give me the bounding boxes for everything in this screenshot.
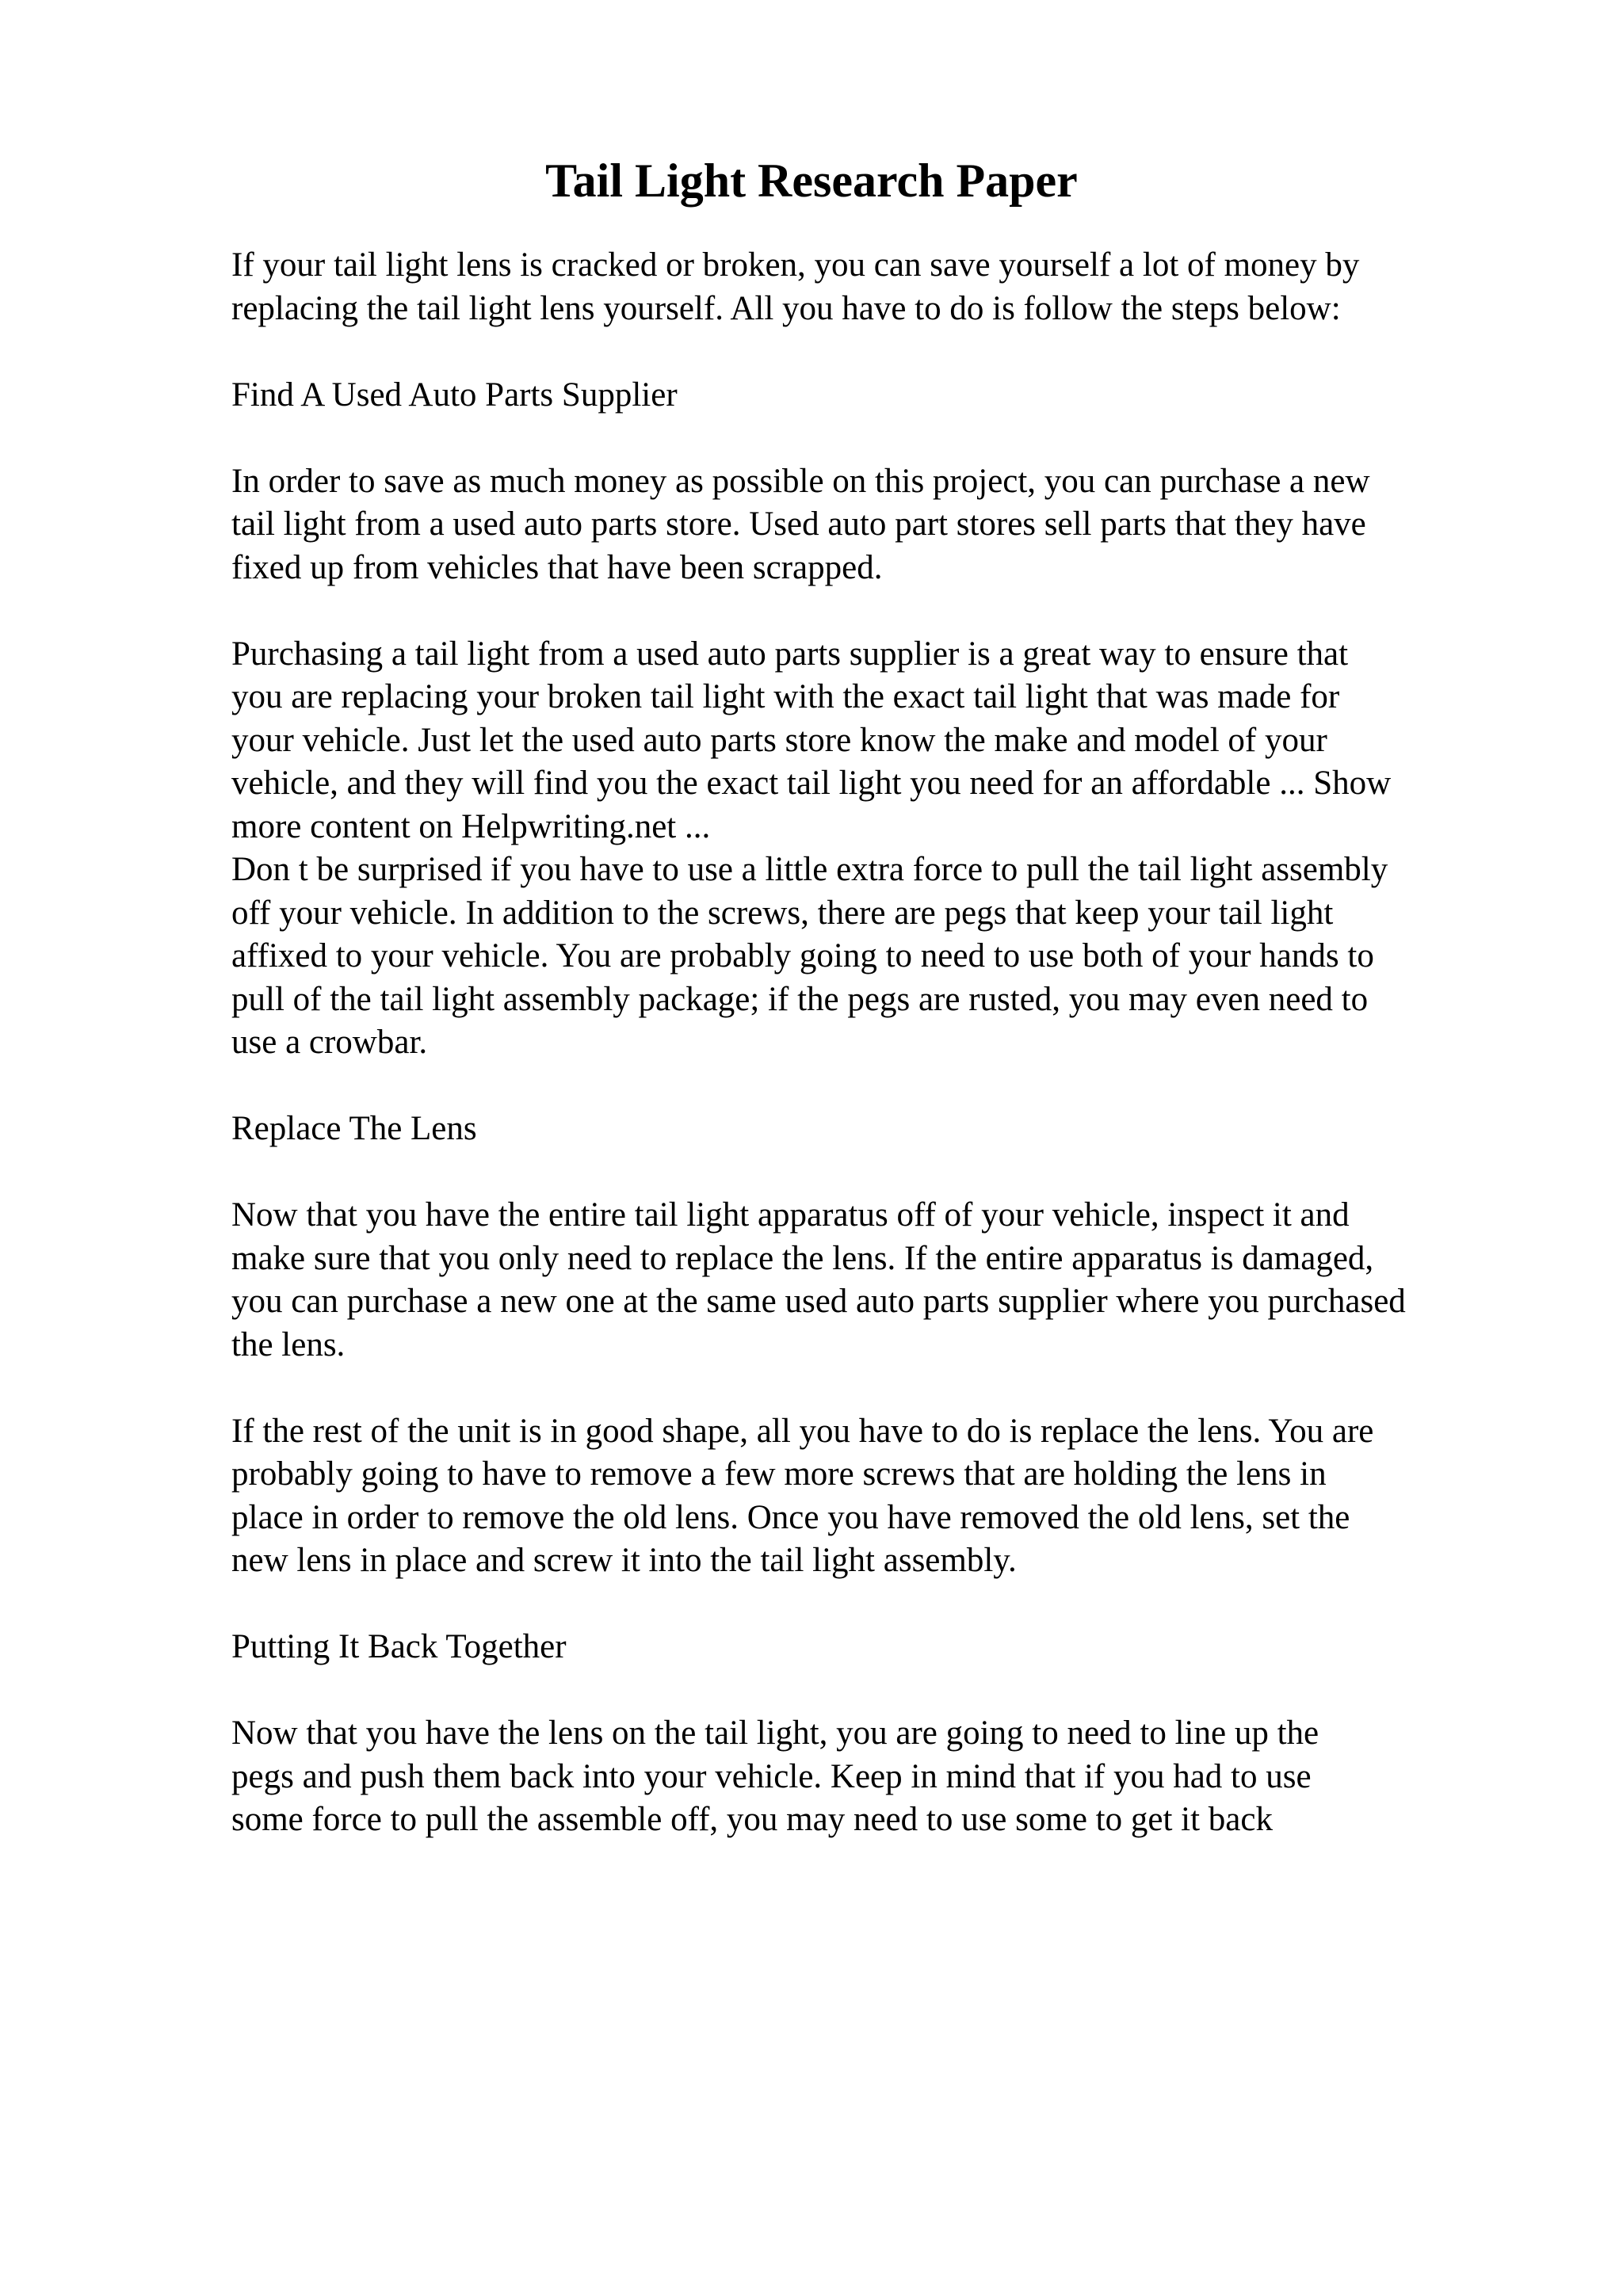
paragraph-line: vehicle, and they will find you the exact tail light you need for an affordable ... Show xyxy=(231,765,1392,802)
heading-line: Replace The Lens xyxy=(231,1110,477,1147)
paragraph-line: affixed to your vehicle. You are probably going to need to use both of your hands to xyxy=(231,937,1374,974)
paragraph-line: In order to save as much money as possible on this project, you can purchase a new xyxy=(231,462,1370,500)
paragraph-save-money xyxy=(231,460,1515,590)
paragraph-inspect xyxy=(231,1194,1515,1367)
paragraph-line: new lens in place and screw it into the tail light assembly. xyxy=(231,1542,1017,1579)
paragraph-line: Now that you have the entire tail light apparatus off of your vehicle, inspect it and xyxy=(231,1196,1350,1234)
paragraph-line: off your vehicle. In addition to the screws, there are pegs that keep your tail light xyxy=(231,894,1334,932)
paragraph-line: pegs and push them back into your vehicle. Keep in mind that if you had to use xyxy=(231,1757,1312,1795)
paragraph-line-up-pegs xyxy=(231,1712,1515,1842)
paragraph-line: If the rest of the unit is in good shape, all you have to do is replace the lens. You are xyxy=(231,1412,1374,1450)
document-title: Tail Light Research Paper xyxy=(545,154,1078,207)
paragraph-line: Now that you have the lens on the tail light, you are going to need to line up the xyxy=(231,1714,1319,1752)
paragraph-line: pull of the tail light assembly package; if the pegs are rusted, you may even need to xyxy=(231,980,1369,1018)
section-heading-putting-back xyxy=(231,1626,1515,1669)
paragraph-line: you can purchase a new one at the same used auto parts supplier where you purchased xyxy=(231,1283,1406,1320)
section-heading-replace-lens xyxy=(231,1108,1515,1151)
paragraph-line: some force to pull the assemble off, you may need to use some to get it back xyxy=(231,1801,1273,1838)
heading-line: Find A Used Auto Parts Supplier xyxy=(231,376,678,414)
paragraph-line: more content on Helpwriting.net ... xyxy=(231,807,711,845)
paragraph-line: make sure that you only need to replace the lens. If the entire apparatus is damaged, xyxy=(231,1239,1374,1277)
paragraph-line: tail light from a used auto parts store. Used auto part stores sell parts that they have xyxy=(231,505,1366,543)
document-body xyxy=(231,244,1515,1885)
paragraph-line: replacing the tail light lens yourself. All you have to do is follow the steps below: xyxy=(231,289,1341,327)
paragraph-line: you are replacing your broken tail light with the exact tail light that was made for xyxy=(231,678,1340,715)
paragraph-line: If your tail light lens is cracked or broken, you can save yourself a lot of money by xyxy=(231,246,1360,284)
paragraph-line: fixed up from vehicles that have been scrapped. xyxy=(231,548,883,586)
paragraph-line: Don t be surprised if you have to use a little extra force to pull the tail light assembly xyxy=(231,851,1388,888)
paragraph-line: place in order to remove the old lens. Once you have removed the old lens, set the xyxy=(231,1498,1350,1536)
paragraph-extra-force xyxy=(231,849,1515,1065)
heading-line: Putting It Back Together xyxy=(231,1628,567,1665)
paragraph-line: Purchasing a tail light from a used auto parts supplier is a great way to ensure that xyxy=(231,635,1349,673)
paragraph-line: probably going to have to remove a few more screws that are holding the lens in xyxy=(231,1455,1327,1493)
paragraph-line: the lens. xyxy=(231,1325,346,1363)
paragraph-purchasing xyxy=(231,633,1515,849)
paragraph-intro xyxy=(231,244,1515,330)
paragraph-good-shape xyxy=(231,1410,1515,1583)
paragraph-line: your vehicle. Just let the used auto parts store know the make and model of your xyxy=(231,721,1327,759)
paragraph-line: use a crowbar. xyxy=(231,1024,428,1061)
section-heading-find-supplier xyxy=(231,374,1515,418)
